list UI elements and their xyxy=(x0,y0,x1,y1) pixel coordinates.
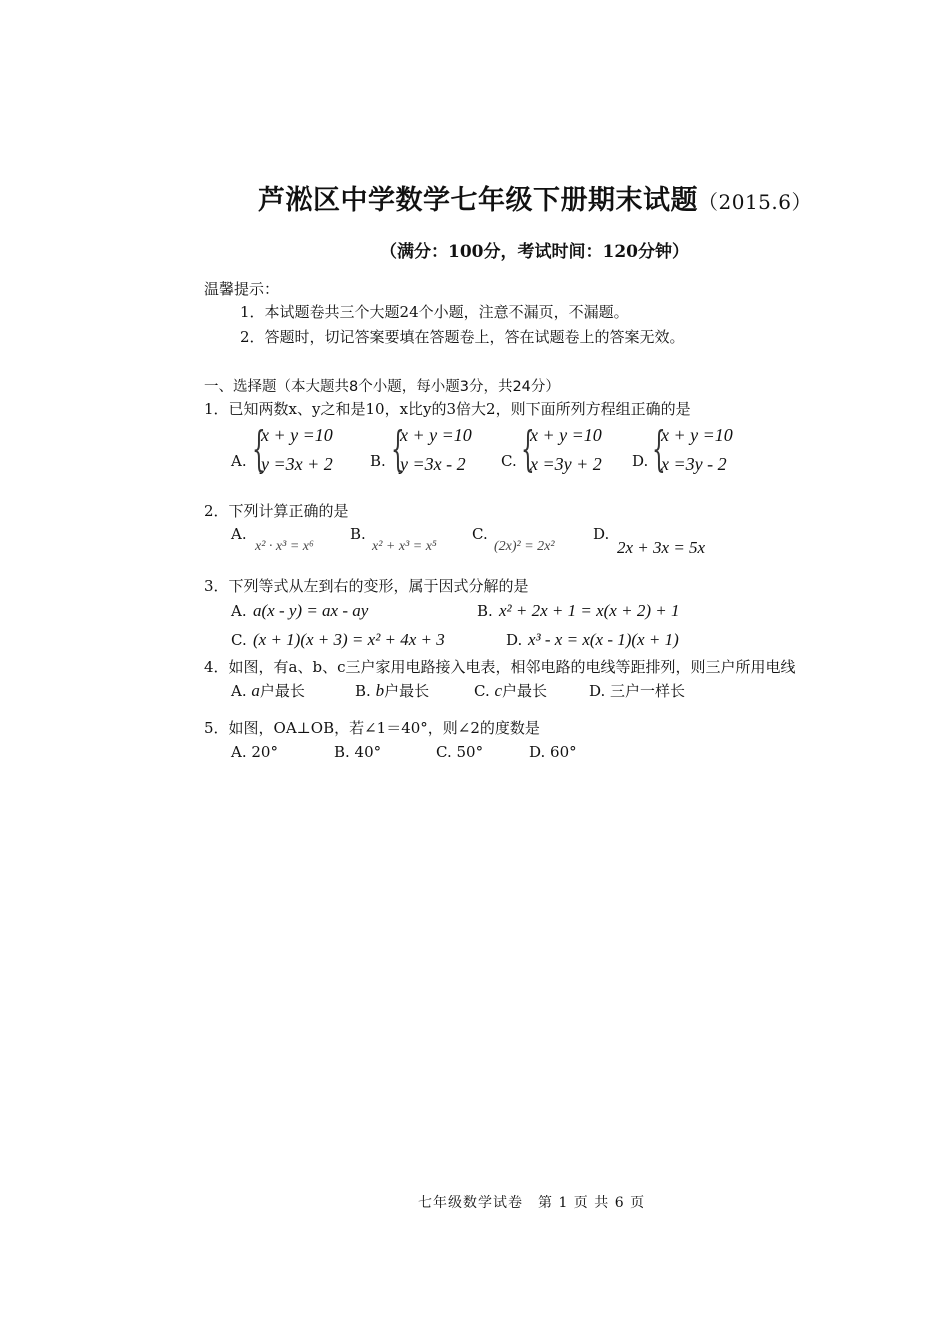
expression: (x + 1)(x + 3) = x² + 4x + 3 xyxy=(253,630,445,649)
option-label: A. xyxy=(231,525,247,543)
expression: (2x)² = 2x² xyxy=(494,539,555,554)
q1-option-b[interactable] xyxy=(370,423,490,479)
option-text: 户最长 xyxy=(259,682,305,700)
option-label: B. xyxy=(477,602,493,620)
question-1-stem: 1．已知两数x、y之和是10，x比y的3倍大2，则下面所列方程组正确的是 xyxy=(204,400,691,418)
section-heading: 一、选择题（本大题共8个小题，每小题3分，共24分） xyxy=(204,379,560,395)
equation-2: y =3x + 2 xyxy=(261,454,333,474)
option-label: D. xyxy=(506,631,523,649)
q4-option-c[interactable] xyxy=(474,680,547,701)
q1-option-c[interactable] xyxy=(501,423,621,479)
question-2-stem: 2．下列计算正确的是 xyxy=(204,502,349,520)
expression: x³ - x = x(x - 1)(x + 1) xyxy=(528,630,679,649)
option-label: A. xyxy=(231,602,247,620)
q4-option-d[interactable] xyxy=(589,680,685,701)
equation-1: x + y =10 xyxy=(530,425,602,445)
q1-option-d[interactable] xyxy=(632,423,752,479)
equation-1: x + y =10 xyxy=(661,425,733,445)
option-label: D. xyxy=(632,452,649,470)
question-4-stem: 4．如图，有a、b、c三户家用电路接入电表，相邻电路的电线等距排列，则三户所用电线 xyxy=(204,658,796,676)
equation-2: x =3y + 2 xyxy=(530,454,602,474)
option-label: C. xyxy=(231,631,247,649)
option-label: A. xyxy=(231,682,247,700)
page-title xyxy=(258,178,812,217)
option-label: C. xyxy=(501,452,517,470)
q5-option-d[interactable]: D. 60° xyxy=(529,743,577,761)
q4-option-a[interactable] xyxy=(231,680,305,701)
tip-item-1: 1．本试题卷共三个大题24个小题，注意不漏页，不漏题。 xyxy=(240,303,629,321)
option-label: C. xyxy=(474,682,490,700)
option-text: 户最长 xyxy=(502,682,548,700)
tip-item-2: 2．答题时，切记答案要填在答题卷上，答在试题卷上的答案无效。 xyxy=(240,328,685,346)
q5-option-b[interactable]: B. 40° xyxy=(334,743,382,761)
question-5-stem: 5．如图，OA⊥OB，若∠1＝40°，则∠2的度数是 xyxy=(204,719,540,737)
option-label: A. xyxy=(231,452,247,470)
page-footer: 七年级数学试卷 第 1 页 共 6 页 xyxy=(418,1195,646,1211)
option-label: D. xyxy=(593,525,610,543)
option-label: B. xyxy=(355,682,371,700)
question-3-stem: 3．下列等式从左到右的变形，属于因式分解的是 xyxy=(204,577,529,595)
expression: x² + 2x + 1 = x(x + 2) + 1 xyxy=(499,601,680,620)
expression: a(x - y) = ax - ay xyxy=(253,601,369,620)
equation-1: x + y =10 xyxy=(261,425,333,445)
equation-2: x =3y - 2 xyxy=(661,454,727,474)
option-var: b xyxy=(375,681,385,700)
expression: x² · x³ = x⁶ xyxy=(255,539,314,554)
title-text: 芦淞区中学数学七年级下册期末试题 xyxy=(258,185,698,216)
expression: 2x + 3x = 5x xyxy=(617,538,706,557)
brace-icon: { xyxy=(521,421,535,477)
option-label: D. xyxy=(589,682,606,700)
option-text: 户最长 xyxy=(384,682,430,700)
title-date: （2015.6） xyxy=(698,190,812,214)
brace-icon: { xyxy=(391,421,405,477)
option-text: 三户一样长 xyxy=(610,682,686,700)
q5-option-c[interactable]: C. 50° xyxy=(436,743,484,761)
equation-1: x + y =10 xyxy=(400,425,472,445)
exam-info: （满分：100分，考试时间：120分钟） xyxy=(380,242,689,262)
brace-icon: { xyxy=(652,421,666,477)
option-var: c xyxy=(494,681,503,700)
expression: x² + x³ = x⁵ xyxy=(372,539,437,554)
tips-heading: 温馨提示： xyxy=(204,280,280,298)
option-var: a xyxy=(251,681,260,700)
q5-option-a[interactable]: A. 20° xyxy=(231,743,278,761)
equation-2: y =3x - 2 xyxy=(400,454,466,474)
option-label: B. xyxy=(370,452,386,470)
option-label: C. xyxy=(472,525,488,543)
option-label: B. xyxy=(350,525,366,543)
q4-option-b[interactable] xyxy=(355,680,429,701)
brace-icon: { xyxy=(252,421,266,477)
q1-option-a[interactable] xyxy=(231,423,351,479)
